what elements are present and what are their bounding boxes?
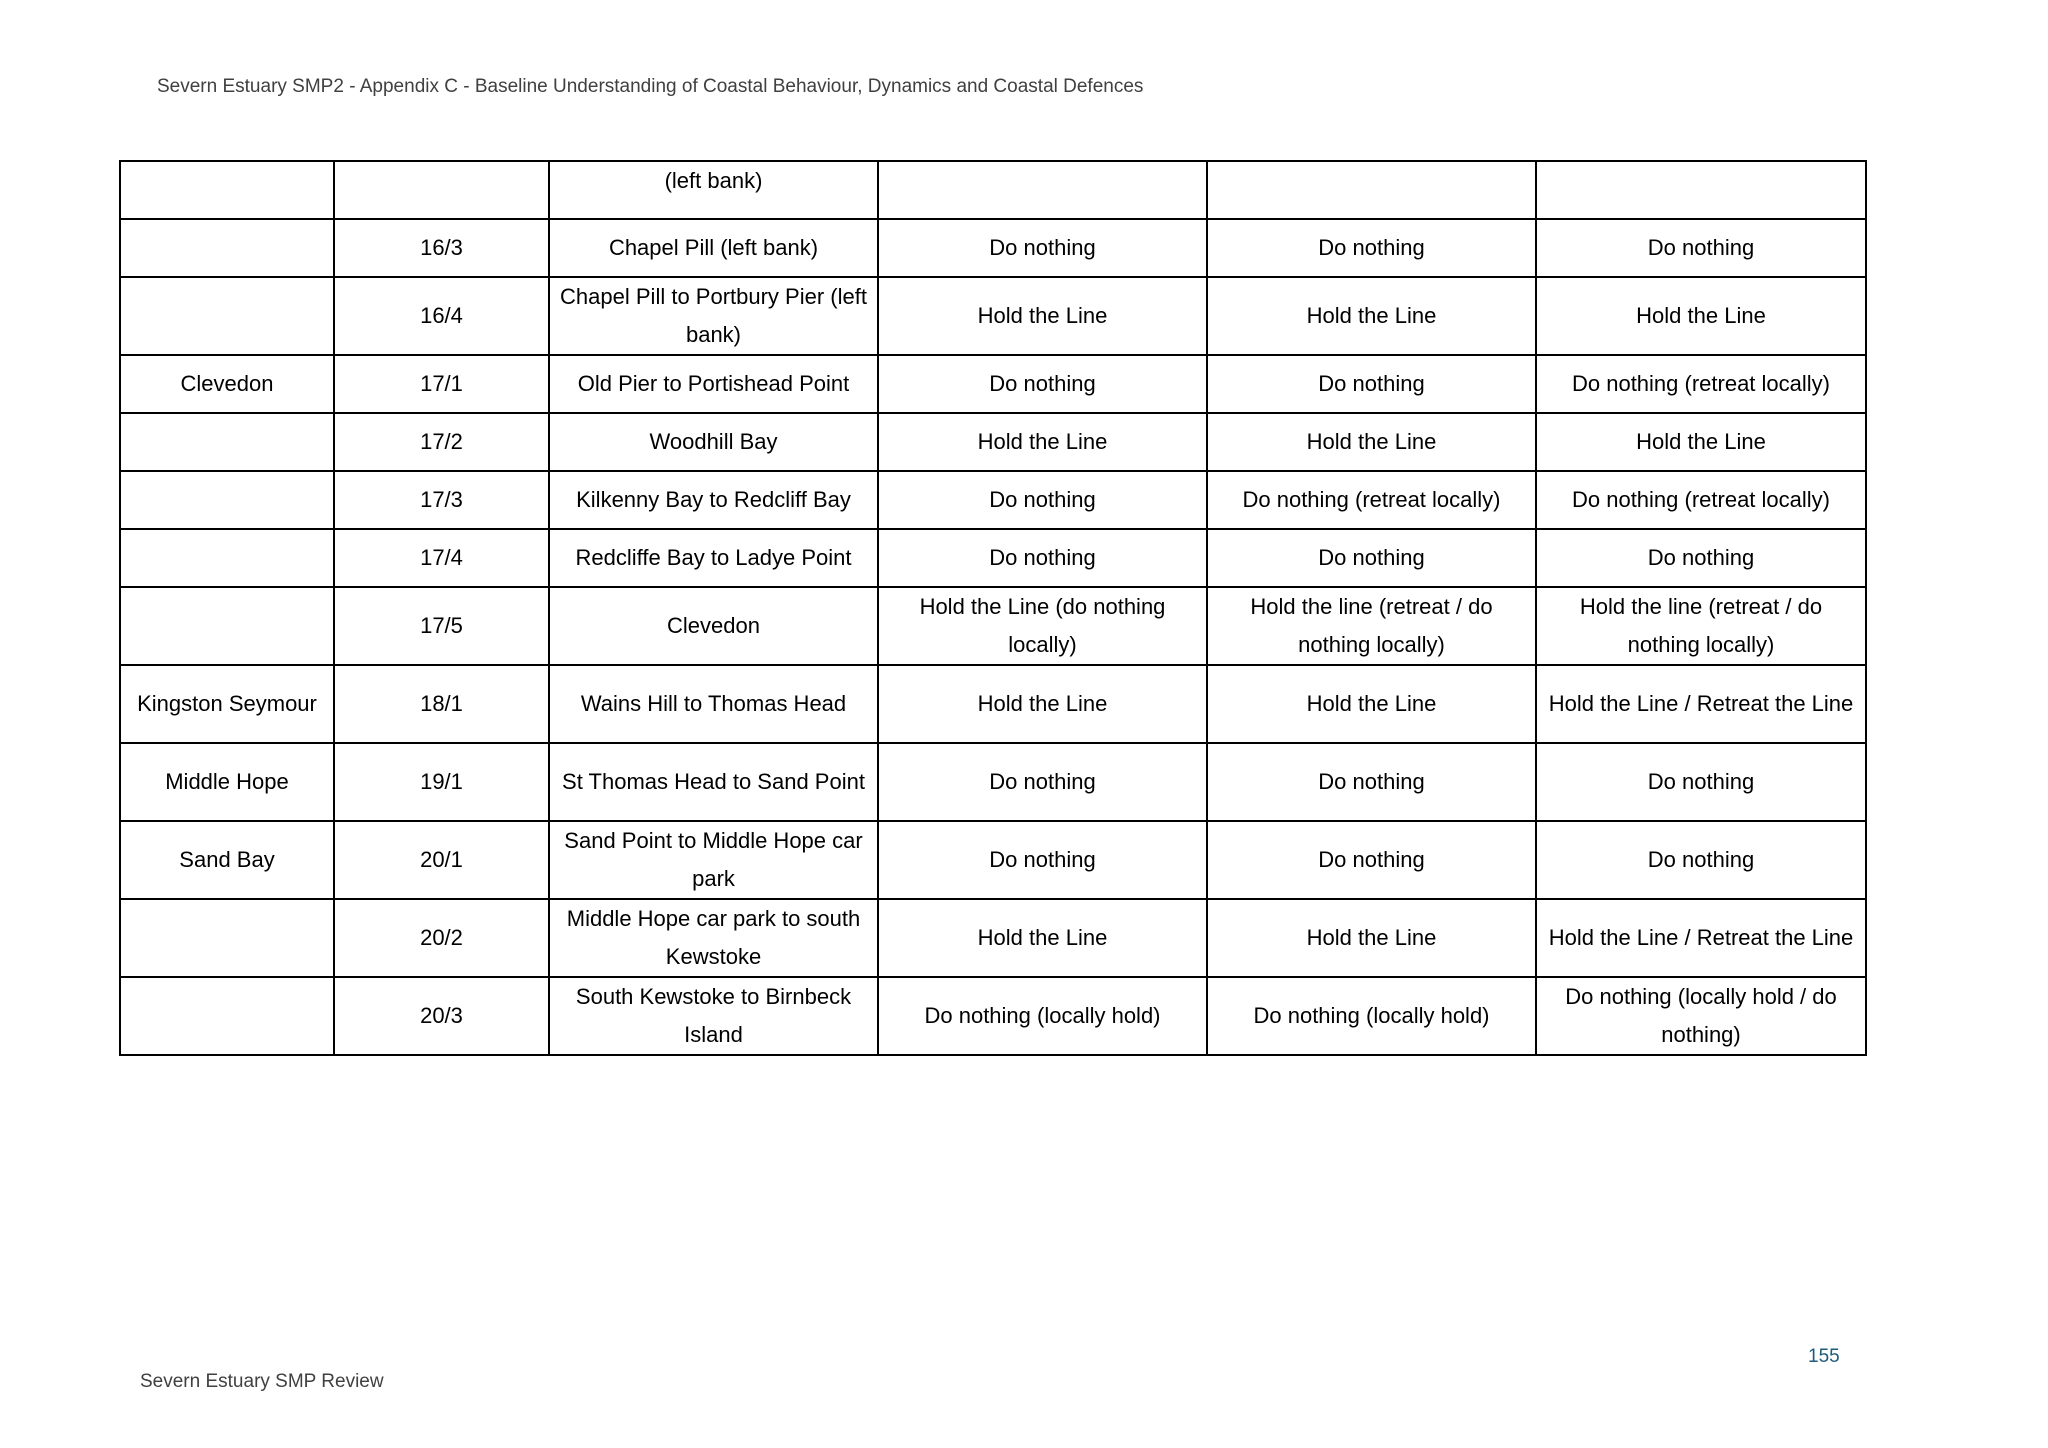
cell-policy-2: Hold the Line bbox=[1207, 277, 1536, 355]
cell-area bbox=[120, 219, 334, 277]
cell-policy-1: Do nothing bbox=[878, 821, 1207, 899]
cell-location: Chapel Pill (left bank) bbox=[549, 219, 878, 277]
cell-unit: 19/1 bbox=[334, 743, 549, 821]
table-row bbox=[120, 355, 1866, 413]
cell-policy-3: Hold the Line bbox=[1536, 413, 1866, 471]
cell-location: South Kewstoke to Birnbeck Island bbox=[549, 977, 878, 1055]
cell-policy-2: Do nothing (locally hold) bbox=[1207, 977, 1536, 1055]
cell-unit: 17/1 bbox=[334, 355, 549, 413]
cell-policy-3: Do nothing bbox=[1536, 743, 1866, 821]
cell-location: St Thomas Head to Sand Point bbox=[549, 743, 878, 821]
table-row bbox=[120, 161, 1866, 219]
cell-area bbox=[120, 899, 334, 977]
table-row bbox=[120, 277, 1866, 355]
cell-area: Sand Bay bbox=[120, 821, 334, 899]
cell-policy-3: Do nothing bbox=[1536, 219, 1866, 277]
cell-policy-2: Do nothing bbox=[1207, 821, 1536, 899]
cell-unit: 17/5 bbox=[334, 587, 549, 665]
cell-unit: 17/3 bbox=[334, 471, 549, 529]
cell-unit bbox=[334, 161, 549, 219]
cell-policy-2: Do nothing bbox=[1207, 743, 1536, 821]
cell-location: Clevedon bbox=[549, 587, 878, 665]
cell-policy-1: Hold the Line bbox=[878, 899, 1207, 977]
cell-policy-3: Hold the Line / Retreat the Line bbox=[1536, 665, 1866, 743]
cell-area bbox=[120, 587, 334, 665]
cell-policy-1: Do nothing (locally hold) bbox=[878, 977, 1207, 1055]
table-row bbox=[120, 977, 1866, 1055]
cell-location: Woodhill Bay bbox=[549, 413, 878, 471]
cell-policy-1 bbox=[878, 161, 1207, 219]
table-row bbox=[120, 743, 1866, 821]
cell-area: Kingston Seymour bbox=[120, 665, 334, 743]
cell-location: Redcliffe Bay to Ladye Point bbox=[549, 529, 878, 587]
cell-unit: 16/3 bbox=[334, 219, 549, 277]
cell-policy-1: Do nothing bbox=[878, 471, 1207, 529]
cell-policy-2: Hold the Line bbox=[1207, 413, 1536, 471]
cell-policy-3: Hold the line (retreat / do nothing locally) bbox=[1536, 587, 1866, 665]
cell-policy-3: Do nothing (retreat locally) bbox=[1536, 471, 1866, 529]
cell-policy-3: Hold the Line / Retreat the Line bbox=[1536, 899, 1866, 977]
table-row bbox=[120, 665, 1866, 743]
cell-area: Middle Hope bbox=[120, 743, 334, 821]
cell-policy-2: Do nothing bbox=[1207, 219, 1536, 277]
cell-policy-1: Hold the Line bbox=[878, 277, 1207, 355]
cell-policy-2: Hold the Line bbox=[1207, 899, 1536, 977]
table-row bbox=[120, 821, 1866, 899]
cell-policy-3 bbox=[1536, 161, 1866, 219]
cell-unit: 17/4 bbox=[334, 529, 549, 587]
table-row bbox=[120, 587, 1866, 665]
cell-policy-3: Do nothing (locally hold / do nothing) bbox=[1536, 977, 1866, 1055]
cell-location: Kilkenny Bay to Redcliff Bay bbox=[549, 471, 878, 529]
cell-area bbox=[120, 277, 334, 355]
cell-area bbox=[120, 471, 334, 529]
cell-location: Wains Hill to Thomas Head bbox=[549, 665, 878, 743]
page-number: 155 bbox=[1808, 1346, 1840, 1367]
cell-policy-3: Do nothing (retreat locally) bbox=[1536, 355, 1866, 413]
table-row bbox=[120, 529, 1866, 587]
cell-policy-2: Do nothing (retreat locally) bbox=[1207, 471, 1536, 529]
cell-policy-3: Hold the Line bbox=[1536, 277, 1866, 355]
cell-area bbox=[120, 977, 334, 1055]
cell-policy-3: Do nothing bbox=[1536, 821, 1866, 899]
cell-location: Old Pier to Portishead Point bbox=[549, 355, 878, 413]
cell-unit: 18/1 bbox=[334, 665, 549, 743]
cell-unit: 16/4 bbox=[334, 277, 549, 355]
cell-unit: 17/2 bbox=[334, 413, 549, 471]
page-footer: Severn Estuary SMP Review bbox=[140, 1371, 384, 1392]
cell-policy-1: Do nothing bbox=[878, 355, 1207, 413]
cell-policy-1: Hold the Line (do nothing locally) bbox=[878, 587, 1207, 665]
cell-unit: 20/2 bbox=[334, 899, 549, 977]
table-row bbox=[120, 413, 1866, 471]
cell-policy-2: Hold the Line bbox=[1207, 665, 1536, 743]
cell-policy-2 bbox=[1207, 161, 1536, 219]
table-row bbox=[120, 219, 1866, 277]
cell-area bbox=[120, 529, 334, 587]
cell-location: Chapel Pill to Portbury Pier (left bank) bbox=[549, 277, 878, 355]
table-row bbox=[120, 471, 1866, 529]
cell-policy-1: Hold the Line bbox=[878, 413, 1207, 471]
cell-unit: 20/1 bbox=[334, 821, 549, 899]
cell-policy-1: Do nothing bbox=[878, 529, 1207, 587]
cell-location: (left bank) bbox=[549, 161, 878, 219]
cell-location: Sand Point to Middle Hope car park bbox=[549, 821, 878, 899]
cell-policy-1: Do nothing bbox=[878, 743, 1207, 821]
cell-policy-2: Do nothing bbox=[1207, 529, 1536, 587]
cell-location: Middle Hope car park to south Kewstoke bbox=[549, 899, 878, 977]
cell-policy-2: Hold the line (retreat / do nothing locally) bbox=[1207, 587, 1536, 665]
cell-area: Clevedon bbox=[120, 355, 334, 413]
cell-policy-2: Do nothing bbox=[1207, 355, 1536, 413]
page-header: Severn Estuary SMP2 - Appendix C - Baseline Understanding of Coastal Behaviour, Dynamics and Coastal Defences bbox=[157, 76, 1144, 97]
cell-policy-3: Do nothing bbox=[1536, 529, 1866, 587]
cell-unit: 20/3 bbox=[334, 977, 549, 1055]
cell-area bbox=[120, 161, 334, 219]
table-row bbox=[120, 899, 1866, 977]
policy-table bbox=[119, 160, 1867, 1056]
cell-policy-1: Hold the Line bbox=[878, 665, 1207, 743]
cell-area bbox=[120, 413, 334, 471]
cell-policy-1: Do nothing bbox=[878, 219, 1207, 277]
